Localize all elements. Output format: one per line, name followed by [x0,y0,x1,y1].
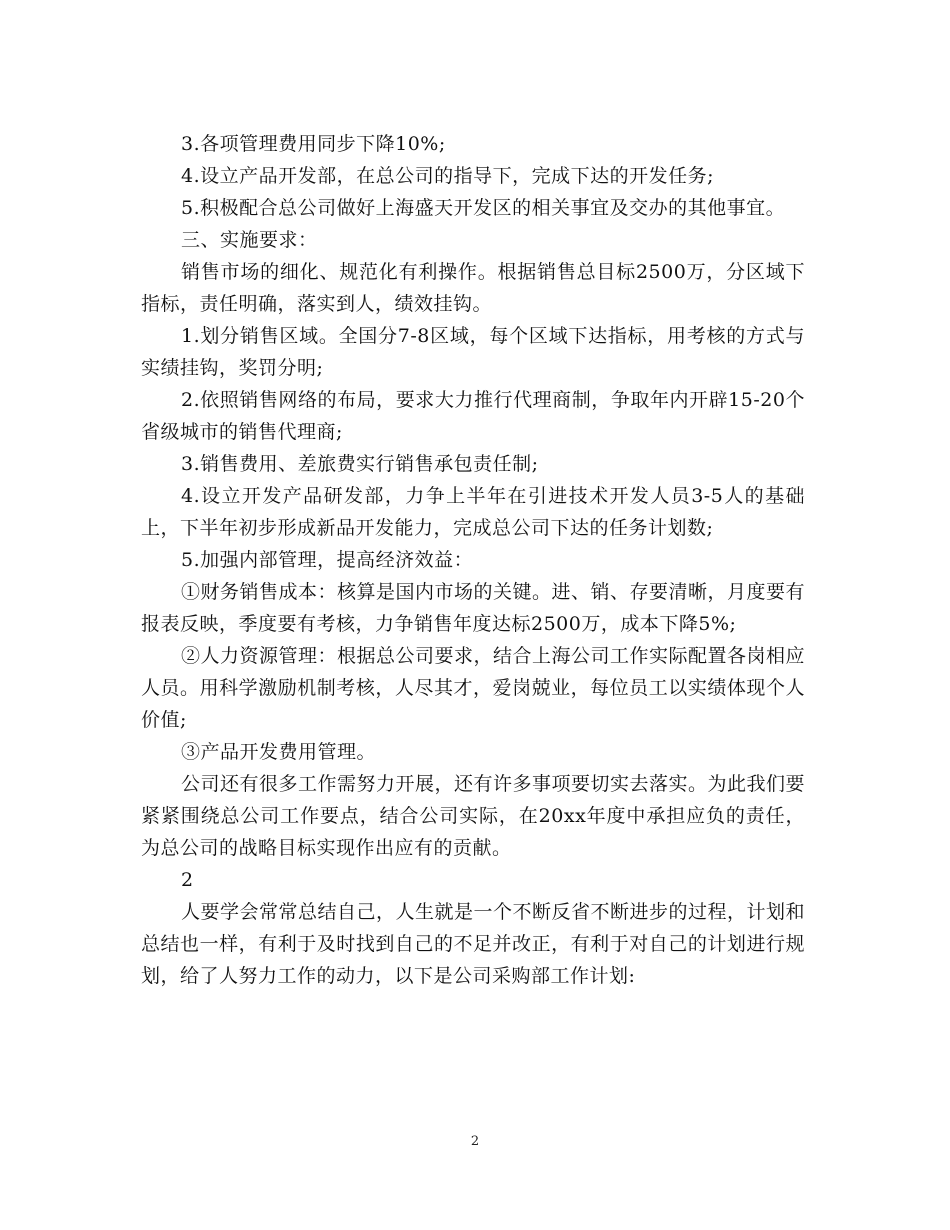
paragraph-item-5: 5.积极配合总公司做好上海盛天开发区的相关事宜及交办的其他事宜。 [181,197,786,219]
section-heading: 三、实施要求： [181,229,318,251]
paragraph-internal-management: 5.加强内部管理，提高经济效益： [181,549,474,571]
paragraph-purchasing-intro: 人要学会常常总结自己，人生就是一个不断反省不断进步的过程，计划和总结也一样，有利于及时找到自己的不足并改正，有利于对自己的计划进行规划，给了人努力工作的动力，以下是公司采购部工作计划: [141,901,806,987]
paragraph-rd-department: 4.设立开发产品研发部，力争上半年在引进技术开发人员3-5人的基础上，下半年初步形成新品开发能力，完成总公司下达的任务计划数; [141,485,805,539]
page-number: 2 [470,1134,480,1149]
paragraph-agent-network: 2.依照销售网络的布局，要求大力推行代理商制，争取年内开辟15-20个省级城市的销售代理商; [141,389,805,443]
paragraph-sales-region: 1.划分销售区域。全国分7-8区域，每个区域下达指标，用考核的方式与实绩挂钩，奖罚分明; [141,325,805,379]
paragraph-finance-cost: ①财务销售成本：核算是国内市场的关键。进、销、存要清晰，月度要有报表反映，季度要有考核，力争销售年度达标2500万，成本下降5%; [141,581,806,635]
paragraph-intro: 销售市场的细化、规范化有利操作。根据销售总目标2500万，分区域下指标，责任明确，落实到人，绩效挂钩。 [141,261,805,315]
section-number: 2 [181,869,194,891]
paragraph-sales-expense: 3.销售费用、差旅费实行销售承包责任制; [181,453,539,475]
paragraph-conclusion: 公司还有很多工作需努力开展，还有许多事项要切实去落实。为此我们要紧紧围绕总公司工作要点，结合公司实际，在20xx年度中承担应负的责任，为总公司的战略目标实现作出应有的贡献。 [141,773,806,859]
paragraph-item-3: 3.各项管理费用同步下降10%; [181,133,446,155]
paragraph-item-4: 4.设立产品开发部，在总公司的指导下，完成下达的开发任务; [181,165,715,187]
paragraph-human-resources: ②人力资源管理：根据总公司要求，结合上海公司工作实际配置各岗相应人员。用科学激励机制考核，人尽其才，爱岗兢业，每位员工以实绩体现个人价值; [141,645,806,731]
document-body [141,128,805,992]
paragraph-product-cost: ③产品开发费用管理。 [181,741,377,763]
